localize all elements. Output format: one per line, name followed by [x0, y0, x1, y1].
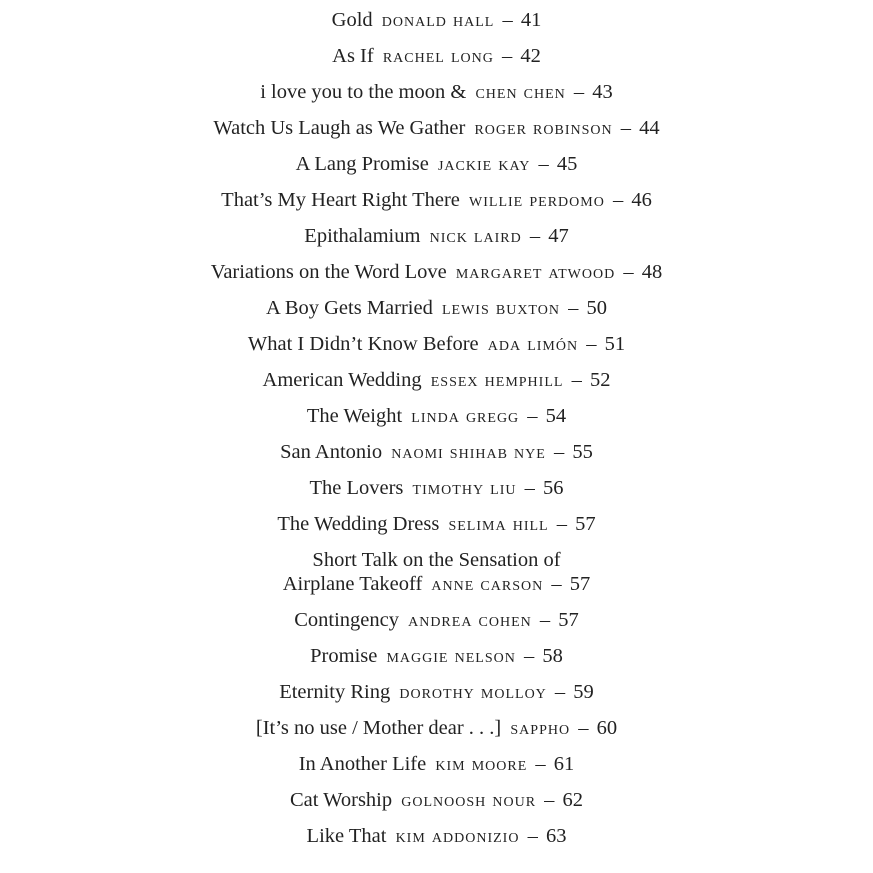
poem-title: San Antonio	[280, 441, 383, 463]
poem-author: kim moore	[435, 753, 528, 775]
poem-author: willie perdomo	[469, 189, 605, 211]
toc-entry	[0, 476, 873, 512]
page-number: 52	[589, 369, 611, 391]
separator: –	[612, 189, 624, 211]
page-number: 58	[542, 645, 563, 667]
toc-entry	[0, 260, 873, 296]
page-number: 63	[545, 825, 567, 847]
poem-title: Contingency	[294, 609, 399, 631]
poem-author: anne carson	[431, 573, 544, 595]
table-of-contents	[0, 8, 873, 860]
toc-entry	[0, 548, 873, 608]
page-number: 57	[569, 573, 591, 595]
toc-entry	[0, 716, 873, 752]
poem-author: margaret atwood	[455, 261, 616, 283]
poem-title: [It’s no use / Mother dear . . .]	[255, 717, 502, 739]
poem-author: andrea cohen	[408, 609, 532, 631]
poem-author: linda gregg	[411, 405, 520, 427]
toc-entry	[0, 512, 873, 548]
poem-author: roger robinson	[474, 117, 613, 139]
poem-title-continued	[0, 572, 873, 596]
toc-entry	[0, 440, 873, 476]
poem-title: Epithalamium	[304, 225, 421, 247]
separator: –	[586, 333, 597, 355]
poem-title: Like That	[306, 825, 387, 847]
separator: –	[551, 573, 562, 595]
separator: –	[524, 477, 535, 499]
poem-title: Promise	[310, 645, 378, 667]
page-number: 54	[545, 405, 567, 427]
poem-author: essex hemphill	[430, 369, 564, 391]
separator: –	[502, 9, 513, 31]
toc-entry	[0, 644, 873, 680]
toc-entry	[0, 224, 873, 260]
poem-title: The Weight	[306, 405, 403, 427]
separator: –	[544, 789, 555, 811]
toc-entry	[0, 368, 873, 404]
separator: –	[529, 225, 541, 247]
page-number: 51	[604, 333, 626, 355]
toc-entry	[0, 788, 873, 824]
poem-title: Watch Us Laugh as We Gather	[213, 117, 466, 139]
poem-author: timothy liu	[412, 477, 517, 499]
toc-entry	[0, 152, 873, 188]
separator: –	[578, 717, 589, 739]
toc-entry	[0, 80, 873, 116]
separator: –	[571, 369, 582, 391]
poem-title: A Boy Gets Married	[266, 297, 433, 319]
poem-title: A Lang Promise	[295, 153, 429, 175]
poem-author: maggie nelson	[386, 645, 516, 667]
poem-title: Cat Worship	[289, 789, 393, 811]
poem-author: ada limón	[487, 333, 579, 355]
poem-author: kim addonizio	[395, 825, 520, 847]
page-number: 62	[562, 789, 584, 811]
poem-title: In Another Life	[298, 753, 427, 775]
poem-author: lewis buxton	[441, 297, 560, 319]
page-number: 50	[586, 297, 607, 319]
poem-title: Short Talk on the Sensation of	[312, 549, 561, 571]
toc-entry	[0, 680, 873, 716]
page-number: 41	[520, 9, 542, 31]
separator: –	[527, 405, 538, 427]
page-number: 56	[543, 477, 564, 499]
page-number: 57	[558, 609, 579, 631]
page-number: 57	[575, 513, 596, 535]
poem-author: rachel long	[382, 45, 494, 67]
page-number: 61	[553, 753, 575, 775]
toc-entry	[0, 8, 873, 44]
poem-title: Variations on the Word Love	[210, 261, 447, 283]
toc-entry	[0, 404, 873, 440]
separator: –	[623, 261, 634, 283]
page-number: 60	[596, 717, 618, 739]
separator: –	[527, 825, 538, 847]
page-number: 43	[592, 81, 613, 103]
page-number: 55	[572, 441, 593, 463]
toc-entry	[0, 116, 873, 152]
separator: –	[553, 441, 565, 463]
separator: –	[535, 753, 546, 775]
poem-title: Eternity Ring	[279, 681, 391, 703]
poem-author: donald hall	[381, 9, 495, 31]
poem-author: dorothy molloy	[399, 681, 547, 703]
separator: –	[523, 645, 535, 667]
poem-title: i love you to the moon &	[260, 81, 467, 103]
toc-entry	[0, 608, 873, 644]
separator: –	[501, 45, 513, 67]
page-number: 47	[548, 225, 569, 247]
poem-title: That’s My Heart Right There	[221, 189, 460, 211]
poem-author: nick laird	[429, 225, 522, 247]
separator: –	[538, 153, 549, 175]
poem-title: The Lovers	[309, 477, 404, 499]
poem-author: jackie kay	[437, 153, 531, 175]
poem-author: chen chen	[475, 81, 566, 103]
separator: –	[539, 609, 551, 631]
poem-title: The Wedding Dress	[277, 513, 440, 535]
page-number: 48	[641, 261, 663, 283]
page-number: 42	[520, 45, 541, 67]
poem-title: What I Didn’t Know Before	[247, 333, 479, 355]
separator: –	[568, 297, 579, 319]
poem-title: American Wedding	[262, 369, 422, 391]
toc-entry	[0, 752, 873, 788]
page-number: 59	[573, 681, 594, 703]
page-number: 44	[639, 117, 660, 139]
page-number: 45	[556, 153, 578, 175]
poem-title: As If	[332, 45, 374, 67]
poem-author: selima hill	[448, 513, 549, 535]
separator: –	[556, 513, 567, 535]
toc-entry	[0, 824, 873, 860]
toc-entry	[0, 188, 873, 224]
poem-title-line2: Airplane Takeoff	[282, 573, 423, 595]
toc-entry	[0, 296, 873, 332]
poem-author: naomi shihab nye	[391, 441, 546, 463]
page-number: 46	[631, 189, 652, 211]
poem-author: golnoosh nour	[401, 789, 537, 811]
separator: –	[554, 681, 566, 703]
separator: –	[620, 117, 631, 139]
poem-title: Gold	[331, 9, 373, 31]
toc-entry	[0, 44, 873, 80]
separator: –	[573, 81, 585, 103]
toc-entry	[0, 332, 873, 368]
poem-author: sappho	[510, 717, 571, 739]
